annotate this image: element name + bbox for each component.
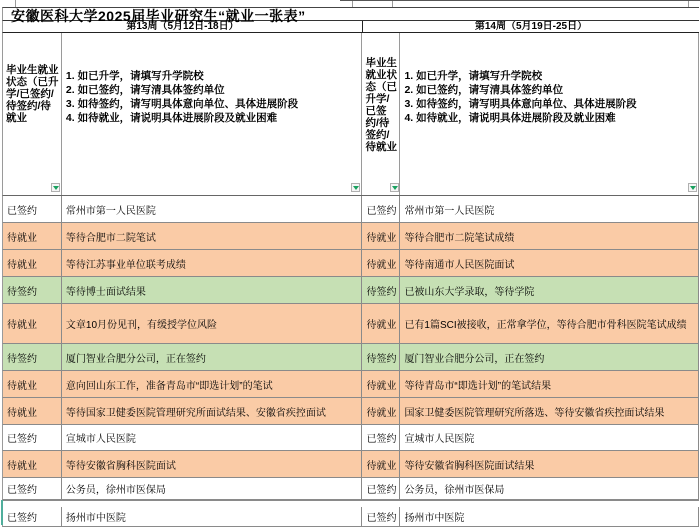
detail-cell-week13[interactable]: 公务员，徐州市医保局 — [62, 478, 363, 499]
row-gap — [2, 500, 699, 507]
grid-line — [392, 0, 393, 7]
status-cell-week13[interactable]: 待就业 — [3, 250, 62, 276]
detail-cell-week14[interactable]: 已被山东大学录取，等待学院 — [400, 277, 699, 303]
table-row — [2, 507, 699, 527]
instruction-line: 1. 如已升学，请填写升学院校 — [65, 70, 204, 82]
status-cell-week14[interactable]: 待就业 — [362, 304, 400, 343]
filter-arrow-icon — [690, 186, 696, 190]
status-cell-week13[interactable]: 待就业 — [3, 304, 62, 343]
table-row — [2, 250, 699, 277]
status-cell-week14[interactable]: 待就业 — [362, 250, 400, 276]
status-cell-week13[interactable]: 待签约 — [3, 344, 62, 370]
table-row — [2, 398, 699, 425]
detail-cell-week13[interactable]: 意向回山东工作，准备青岛市“即选计划”的笔试 — [62, 371, 363, 397]
detail-cell-week13[interactable]: 等待国家卫健委医院管理研究所面试结果、安徽省疾控面试 — [62, 398, 363, 424]
status-header-text: 毕业生就业状态（已升学/已签约/待签约/待就业 — [365, 57, 397, 153]
detail-cell-week14[interactable]: 厦门智业合肥分公司，正在签约 — [400, 344, 699, 370]
status-cell-week13[interactable]: 已签约 — [3, 478, 62, 499]
detail-cell-week13[interactable]: 厦门智业合肥分公司，正在签约 — [62, 344, 363, 370]
status-header-cell-mid[interactable] — [362, 33, 400, 195]
status-cell-week14[interactable]: 待就业 — [362, 223, 400, 249]
filter-dropdown-icon[interactable] — [351, 183, 360, 192]
filter-arrow-icon — [53, 186, 59, 190]
status-cell-week14[interactable]: 待就业 — [362, 371, 400, 397]
detail-cell-week14[interactable]: 宣城市人民医院 — [400, 425, 699, 450]
detail-cell-week14[interactable]: 公务员，徐州市医保局 — [400, 478, 699, 499]
status-header-text: 毕业生就业状态（已升学/已签约/待签约/待就业 — [6, 64, 59, 124]
filter-arrow-icon — [392, 186, 398, 190]
status-cell-week14[interactable]: 待签约 — [362, 344, 400, 370]
detail-cell-week13[interactable]: 宣城市人民医院 — [62, 425, 363, 450]
instructions-cell-left[interactable] — [62, 33, 363, 195]
status-cell-week13[interactable]: 已签约 — [3, 507, 62, 526]
filter-dropdown-icon[interactable] — [688, 183, 697, 192]
table-row — [2, 425, 699, 451]
filter-dropdown-icon[interactable] — [390, 183, 399, 192]
filter-dropdown-icon[interactable] — [51, 183, 60, 192]
detail-cell-week14[interactable]: 等待安徽省胸科医院面试结果 — [400, 451, 699, 477]
instructions-cell-right[interactable] — [400, 33, 699, 195]
table-row — [2, 371, 699, 398]
table-row — [2, 223, 699, 250]
grid-line — [352, 0, 353, 7]
page-break-line — [1, 500, 3, 525]
detail-cell-week13[interactable]: 等待博士面试结果 — [62, 277, 363, 303]
instruction-line: 1. 如已升学，请填写升学院校 — [404, 70, 543, 82]
status-header-cell-left[interactable] — [3, 33, 62, 195]
status-cell-week13[interactable]: 已签约 — [3, 425, 62, 450]
detail-cell-week13[interactable]: 等待江苏事业单位联考成绩 — [62, 250, 363, 276]
table-row — [2, 277, 699, 304]
detail-cell-week13[interactable]: 等待安徽省胸科医院面试 — [62, 451, 363, 477]
status-cell-week13[interactable]: 待签约 — [3, 277, 62, 303]
sheet-title: 安徽医科大学2025届毕业研究生“就业一张表” — [11, 8, 306, 24]
detail-cell-week14[interactable]: 等待青岛市“即选计划”的笔试结果 — [400, 371, 699, 397]
status-cell-week13[interactable]: 待就业 — [3, 223, 62, 249]
detail-cell-week14[interactable]: 等待合肥市二院笔试成绩 — [400, 223, 699, 249]
instructions-right — [400, 69, 638, 159]
instruction-line: 2. 如已签约，请写清具体签约单位 — [404, 84, 564, 96]
table-row — [2, 196, 699, 223]
status-cell-week14[interactable]: 已签约 — [362, 196, 400, 222]
detail-cell-week13[interactable]: 扬州市中医院 — [62, 507, 363, 526]
column-header-row — [2, 33, 699, 196]
status-cell-week14[interactable]: 待签约 — [362, 277, 400, 303]
instruction-line: 4. 如待就业，请说明具体进展阶段及就业困难 — [404, 112, 616, 124]
instruction-line: 4. 如待就业，请说明具体进展阶段及就业困难 — [65, 112, 278, 124]
grid-line — [340, 0, 700, 1]
table-row — [2, 304, 699, 344]
week14-header[interactable]: 第14周（5月19日-25日） — [474, 21, 588, 32]
status-cell-week14[interactable]: 已签约 — [362, 507, 400, 526]
data-rows — [2, 196, 699, 527]
instructions-left — [62, 69, 300, 159]
detail-cell-week14[interactable]: 等待南通市人民医院面试 — [400, 250, 699, 276]
status-cell-week13[interactable]: 待就业 — [3, 371, 62, 397]
instruction-line: 3. 如待签约，请写明具体意向单位、具体进展阶段 — [404, 98, 637, 110]
instruction-line: 3. 如待签约，请写明具体意向单位、具体进展阶段 — [65, 98, 299, 110]
detail-cell-week13[interactable]: 等待合肥市二院笔试 — [62, 223, 363, 249]
table-row — [2, 478, 699, 500]
status-cell-week14[interactable]: 已签约 — [362, 478, 400, 499]
status-cell-week13[interactable]: 待就业 — [3, 398, 62, 424]
detail-cell-week13[interactable]: 文章10月份见刊，有缓授学位风险 — [62, 304, 363, 343]
status-cell-week14[interactable]: 待就业 — [362, 398, 400, 424]
detail-cell-week13[interactable]: 常州市第一人民医院 — [62, 196, 363, 222]
table-row — [2, 451, 699, 478]
title-row — [2, 7, 699, 24]
status-cell-week14[interactable]: 已签约 — [362, 425, 400, 450]
grid-line — [688, 0, 689, 7]
detail-cell-week14[interactable]: 常州市第一人民医院 — [400, 196, 699, 222]
instruction-line: 2. 如已签约，请写清具体签约单位 — [65, 84, 225, 96]
week-header-row — [2, 21, 699, 33]
status-cell-week13[interactable]: 待就业 — [3, 451, 62, 477]
week13-header[interactable]: 第13周（5月12日-18日） — [3, 21, 363, 32]
filter-arrow-icon — [353, 186, 359, 190]
detail-cell-week14[interactable]: 国家卫健委医院管理研究所落选、等待安徽省疾控面试结果 — [400, 398, 699, 424]
detail-cell-week14[interactable]: 已有1篇SCI被接收，正常拿学位，等待合肥市骨科医院笔试成绩 — [400, 304, 699, 343]
detail-cell-week14[interactable]: 扬州市中医院 — [400, 507, 699, 526]
table-row — [2, 344, 699, 371]
status-cell-week13[interactable]: 已签约 — [3, 196, 62, 222]
status-cell-week14[interactable]: 待就业 — [362, 451, 400, 477]
